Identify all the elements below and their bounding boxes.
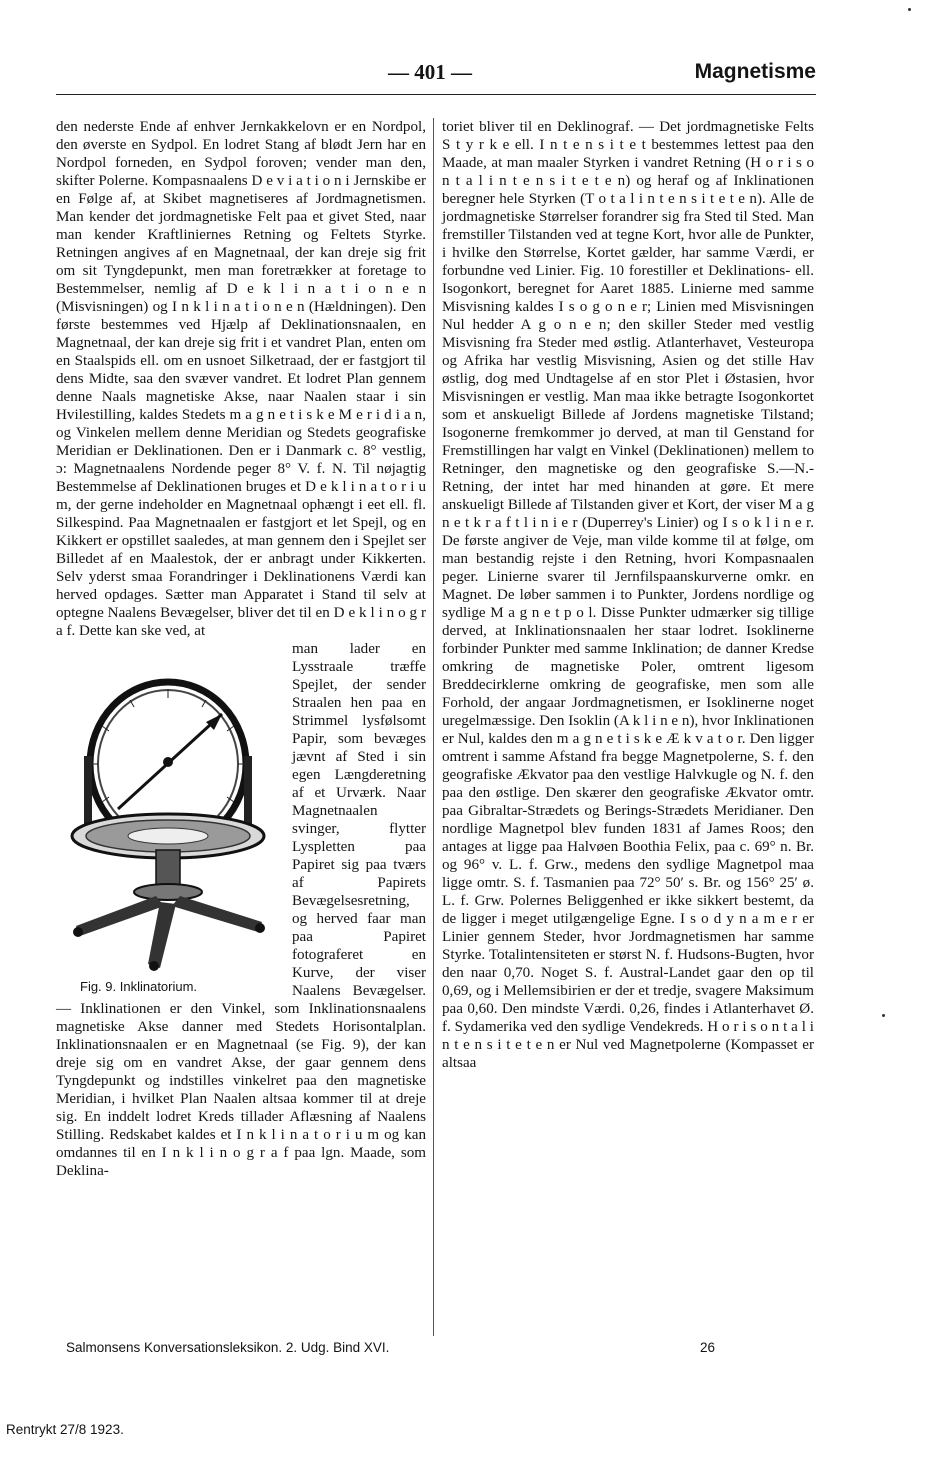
inclinatorium-illustration	[56, 664, 276, 974]
figure-9	[56, 644, 284, 996]
figure-caption: Fig. 9. Inklinatorium.	[80, 979, 198, 994]
reprint-note: Rentrykt 27/8 1923.	[6, 1422, 124, 1437]
print-speck	[882, 1014, 885, 1017]
left-column-text-top: den nederste Ende af enhver Jernkakkelovn er en Nordpol, den øverste en Sydpol. En lodret Stang af blødt Jern har en Nordpol forneden, en Sydpol foroven; vender man den, skifter Polerne. Kompasnaalens D e v i a t i o n i Jernskibe er en Følge af, at Skibet magnetiseres af Jordmagnetismen. Man kender det jordmagnetiske Felt paa et givet Sted, naar man kender Kraftliniernes Retning og Feltets Styrke. Retningen angives af en Magnetnaal, der kan dreje sig frit om sit Tyngdepunkt, men man foretrækker at foretage to Bestemmelser, nemlig af D e k l i n a t i o n e n (Misvisningen) og I n k l i n a t i o n e n (Hældningen). Den første bestemmes ved Hjælp af Deklinationsnaalen, en Magnetnaal, der kan dreje sig frit i et vandret Plan, enten om en Staalspids ell. om en usnoet Silketraad, der er fastgjort til dens Midte, saa den svæver vandret. Et lodret Plan gennem denne Naals magnetiske Akse, naar Naalen staar i sin Hvilestilling, kaldes Stedets m a g n e t i s k e M e r i d i a n, og Vinkelen mellem denne Meridian og Stedets geografiske Meridian er Deklinationen. Den er i Danmark c. 8° vestlig, ɔ: Magnetnaalens Nordende peger 8° V. f. N. Til nøjagtig Bestemmelse af Deklinationen bruges et D e k l i n a t o r i u m, der gerne indeholder en Magnetnaal ophængt i eet ell. fl. Silkespind. Paa Magnetnaalen er fastgjort et let Spejl, og en Kikkert er opstillet saaledes, at man gennem den i Spejlet ser Billedet af en Maalestok, der er anbragt under Kikkerten. Selv yderst smaa Forandringer i Deklinationens Værdi kan herved opdages. Sætter man Apparatet i Stand til selv at optegne Naalens Bevægelser, bliver det til en D e k l i n o g r a f. Dette kan ske ved, at	[56, 119, 426, 639]
right-column	[442, 118, 814, 1072]
left-column	[56, 118, 426, 1180]
header-rule	[56, 94, 816, 95]
right-column-text: toriet bliver til en Deklinograf. — Det jordmagnetiske Felts S t y r k e ell. I n t e n s i t e t bestemmes lettest paa den Maade, at man maaler Styrken i vandret Retning (H o r i s o n t a l i n t e n s i t e t e n) og heraf og af Inklinationen beregner hele Styrken (T o t a l i n t e n s i t e t e n). Alle de jordmagnetiske Størrelser forandrer sig fra Sted til Sted. Man fremstiller Tilstanden ved at tegne Kort, hvor alle de Punkter, i hvilke den Størrelse, Kortet gælder, har samme Værdi, er forbundne ved Linier. Fig. 10 forestiller et Deklinations- ell. Isogonkort, beregnet for Aaret 1885. Linierne med samme Misvisning kaldes I s o g o n e r; Linien med Misvisningen Nul hedder A g o n e n; den skiller Steder med vestlig Misvisning fra Steder med østlig. Atlanterhavet, Vesteuropa og Afrika har vestlig Misvisning, Asien og det stille Hav østlig, dog med Undtagelse af en stor Plet i Østasien, hvor Misvisningen er vestlig. Man maa ikke betragte Isogonkortet som et anskueligt Billede af Jordens magnetiske Tilstand; Isogonerne fremkommer jo derved, at man til Genstand for Fremstillingen har valgt en Vinkel (Deklinationen) mellem to Retninger, den magnetiske og den geografiske S.—N.-Retning, der intet har med hinanden at gøre. Et mere anskueligt Billede af Tilstanden giver et Kort, der viser M a g n e t k r a f t l i n i e r (Duperrey's Linier) og I s o k l i n e r. De første angiver de Veje, man vilde komme til at følge, om man bestandig rejste i den Retning, hvori Kompasnaalen peger. Linierne svarer til Jernfilspaanskurverne omkr. en Magnet. De løber sammen i to Punkter, Jordens nordlige og sydlige M a g n e t p o l. Disse Punkter udmærker sig tillige derved, at Inklinationsnaalen her staar lodret. Isoklinerne forbinder Punkter med samme Inklination; de danner Kredse omkring de magnetiske Poler, omtrent ligesom Breddecirklerne omkring de geografiske, men som alle Forhold, der angaar Jordmagnetismen, er Isoklinerne noget uregelmæssige. Den Isoklin (A k l i n e n), hvor Inklinationen er Nul, kaldes den m a g n e t i s k e Æ k v a t o r. Den ligger omtrent i samme Afstand fra begge Magnetpolerne, S. f. den geografiske Ækvator paa den vestlige Halvkugle og N. f. den paa den østlige. Den skærer den geografiske Ækvator omtr. paa Gibraltar-Strædets og Berings-Strædets Meridianer. Den nordlige Magnetpol blev funden 1831 af James Roos; den antages at ligge paa Halvøen Boothia Felix, paa c. 69° n. Br. og 96° v. L. f. Grw., medens den sydlige Magnetpol maa ligge omtr. S. f. Tasmanien paa 72° 50′ s. Br. og 156° 25′ ø. L. f. Grw. Polernes Beliggenhed er ikke sikkert bestemt, da de ligger i meget utilgængelige Egne. I s o d y n a m e r er Linier gennem Steder, hvor Jordmagnetismen har samme Styrke. Totalintensiteten er størst N. f. Hudsons-Bugten, hvor den naar 0,70. Noget S. f. Austral-Landet gaar den op til 0,69, og i Mellemsibirien er der et tredje, svagere Maksimum paa 0,60. Den mindste Værdi. 0,26, findes i Atlanterhavet Ø. f. Sydamerika ved den sydlige Vendekreds. H o r i s o n t a l i n t e n s i t e t e n er Nul ved Magnetpolerne (Kompasset er altsaa	[442, 119, 814, 1071]
print-speck	[908, 8, 911, 11]
column-divider	[433, 118, 434, 1336]
left-column-text-bottom: man lader en Lysstraale træffe Spejlet, der sender Straalen hen paa en Strimmel lysfølsomt Papir, som bevæges jævnt af Sted i sin egen Længderetning af et Urværk. Naar Magnetnaalen svinger, flytter Lyspletten paa Papiret sig paa tværs af Papirets Bevægelsesretning, og herved faar man paa Papiret fotograferet en Kurve, der viser Naalens Bevægelser. — Inklinationen er den Vinkel, som Inklinationsnaalens magnetiske Akse danner med Stedets Horisontalplan. Inklinationsnaalen er en Magnetnaal (se Fig. 9), der kan dreje sig om en vandret Akse, der gaar gennem dens Tyngdepunkt og indstilles vinkelret paa den magnetiske Meridian, i hvilket Plan Naalen altsaa kommer til at dreje sig. En inddelt lodret Kreds tillader Aflæsning af Naalens Stilling. Redskabet kaldes et I n k l i n a t o r i u m og kan omdannes til en I n k l i n o g r a f paa lgn. Maade, som Deklina-	[56, 641, 426, 1179]
footer-sheet-number: 26	[700, 1340, 716, 1355]
running-title: Magnetisme	[694, 60, 816, 83]
footer-source: Salmonsens Konversationsleksikon. 2. Udg. Bind XVI.	[66, 1340, 390, 1355]
page-number: — 401 —	[388, 60, 472, 84]
